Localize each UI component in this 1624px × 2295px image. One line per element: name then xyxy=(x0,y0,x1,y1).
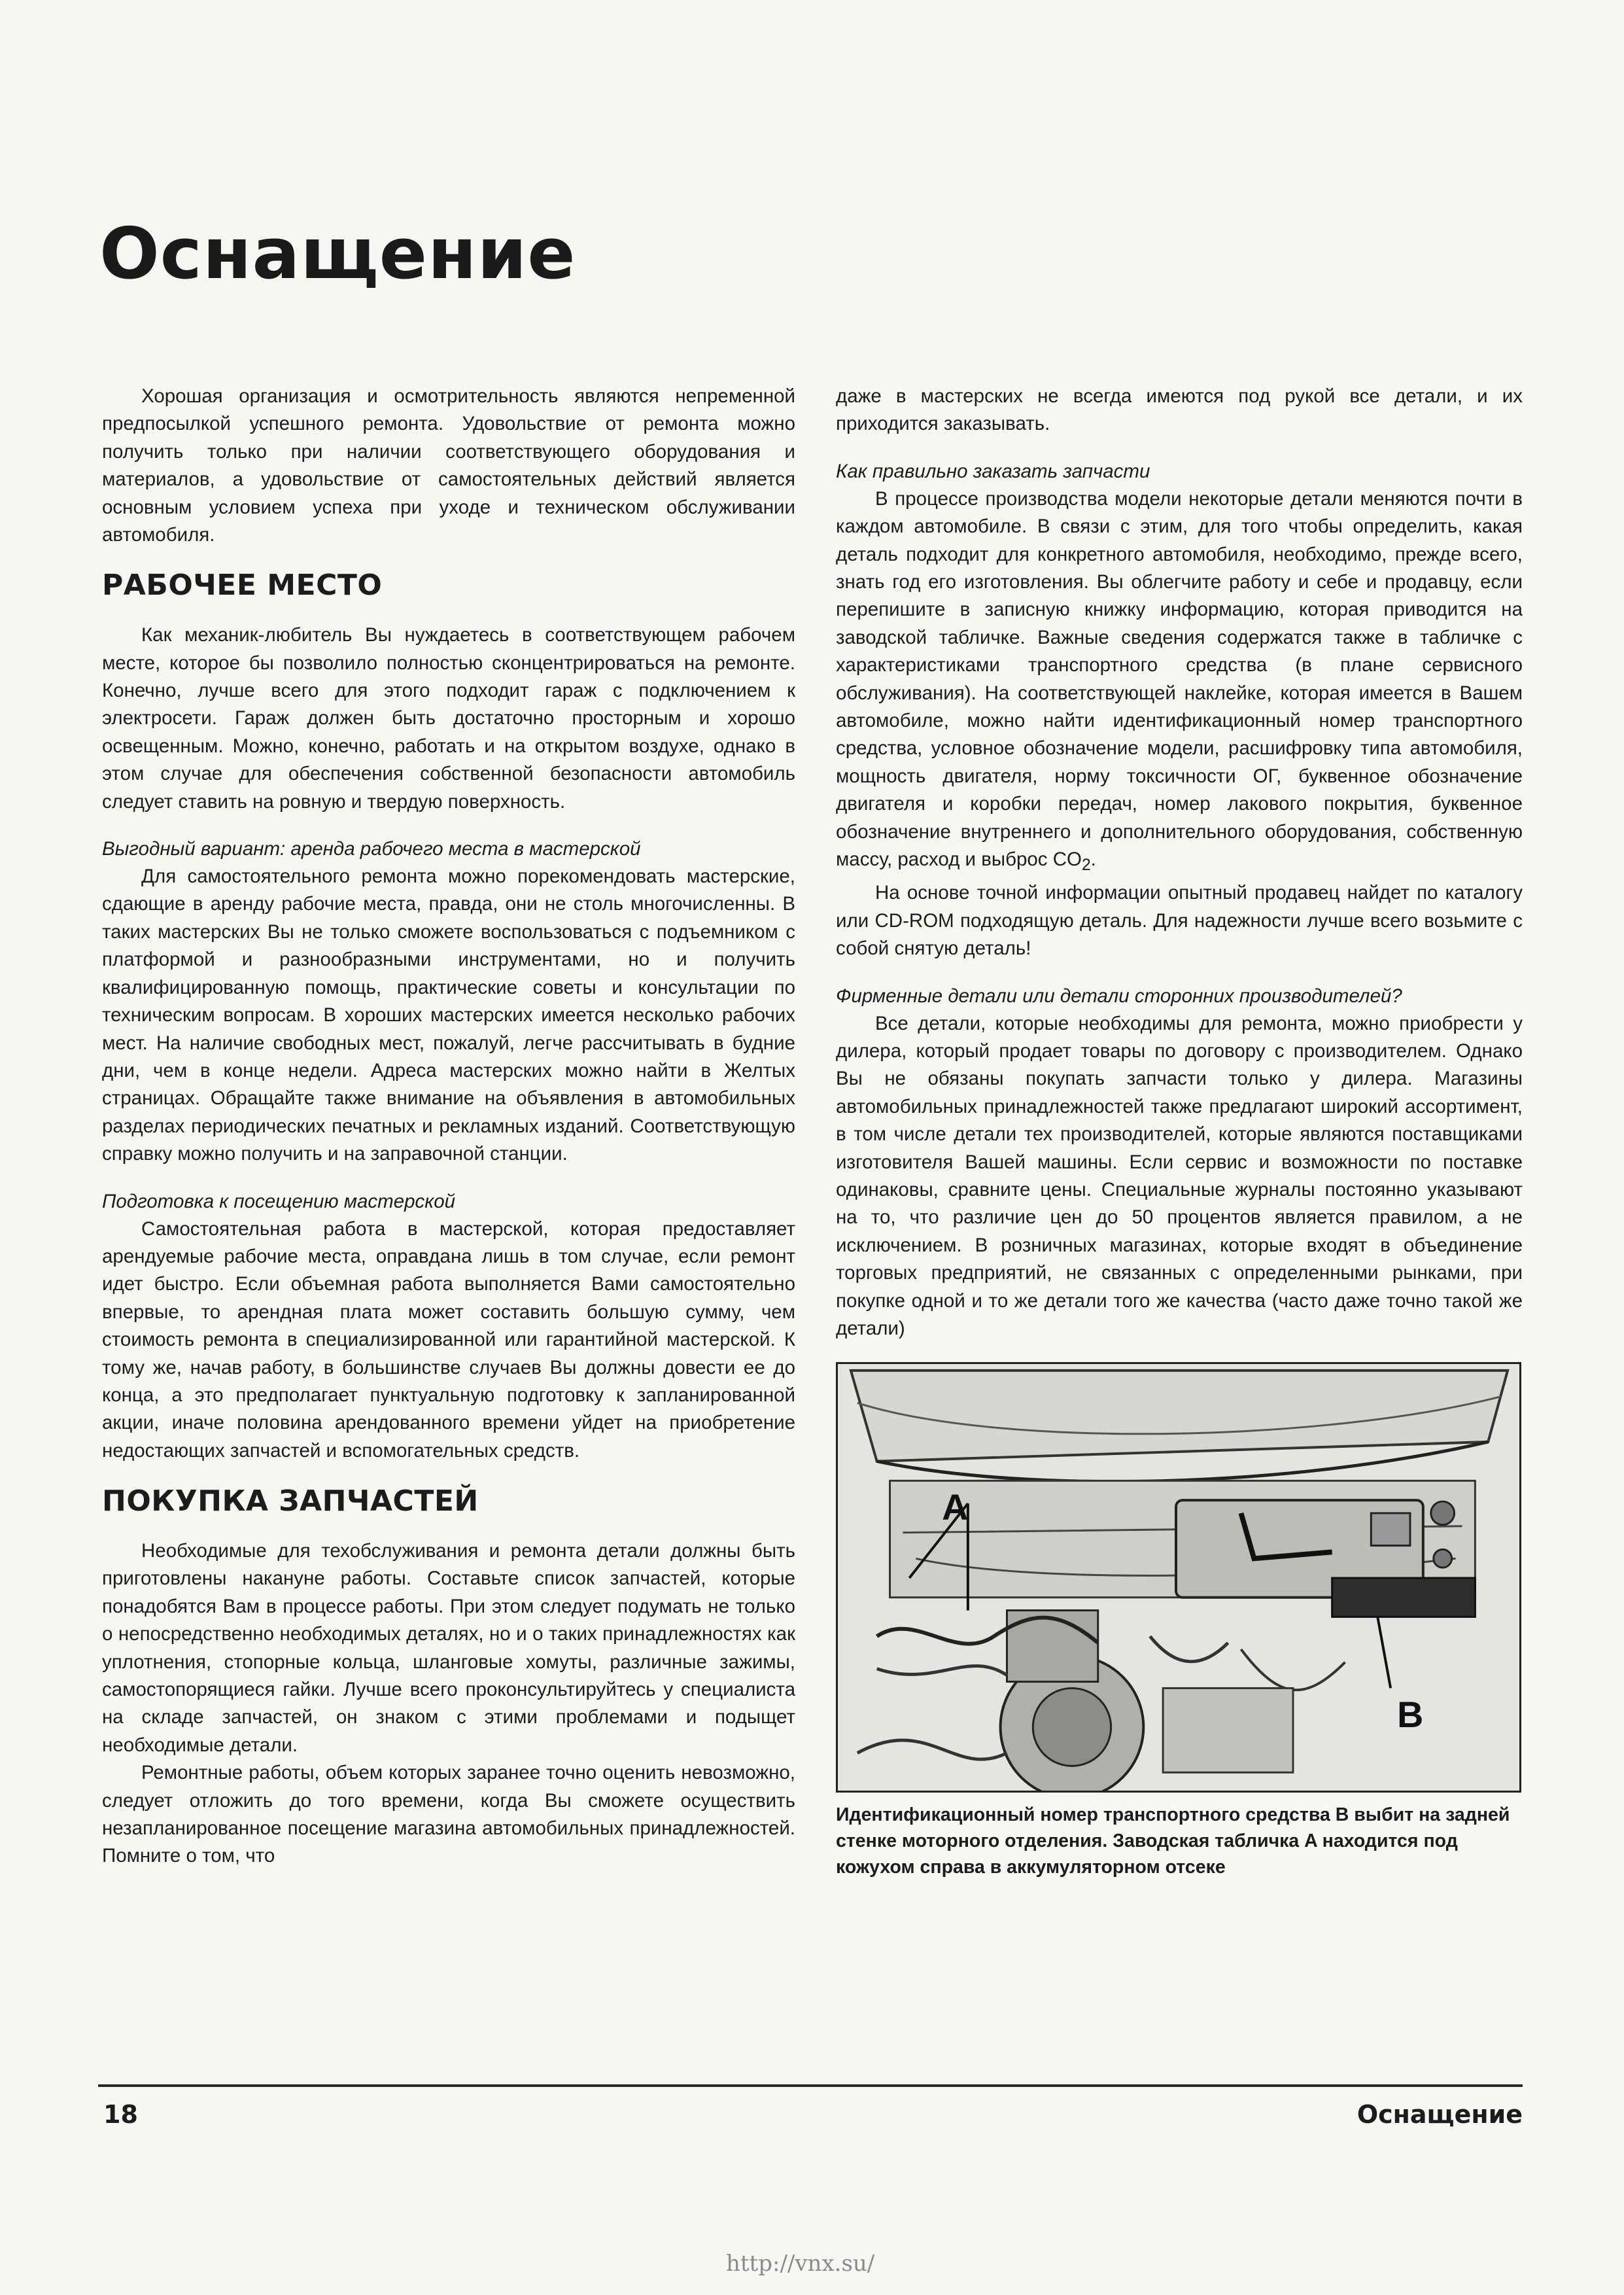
page-title: Оснащение xyxy=(99,213,576,295)
subheading-preparation: Подготовка к посещению мастерской xyxy=(102,1190,456,1212)
figure-caption: Идентификационный номер транспортного средства B выбит на задней стенке моторного отделения. Заводская табличка A находится под кожухом справа в аккумуляторном отсеке xyxy=(836,1804,1510,1878)
continued-paragraph: даже в мастерских не всегда имеются под рукой все детали, и их приходится заказывать. xyxy=(836,385,1523,435)
subheading-rent: Выгодный вариант: аренда рабочего места в мастерской xyxy=(102,838,641,860)
watermark-url: http://vnx.su/ xyxy=(726,2251,875,2277)
parts-paragraph-2: Ремонтные работы, объем которых заранее точно оценить невозможно, следует отложить до того времени, когда Вы сможете осуществить незапланированное посещение магазина автомобильных принадлежностей. Помните о том, что xyxy=(102,1762,795,1867)
footer-divider xyxy=(98,2084,1523,2087)
rent-paragraph: Для самостоятельного ремонта можно порекомендовать мастерские, сдающие в аренду рабочие места, правда, они не столь многочисленны. В таких мастерских Вы не только сможете воспользоваться с подъемником с платформой и разнообразными инструментами, но и получить квалифицированную помощь, практические советы и консультации по техническим вопросам. В хороших мастерских имеется несколько рабочих мест. На наличие свободных мест, пожалуй, легче рассчитывать в будние дни, чем в конце недели. Адреса мастерских можно найти в Желтых страницах. Обращайте также внимание на объявления в автомобильных разделах периодических печатных и рекламных изданий. Соответствующую справку можно получить и на заправочной станции. xyxy=(102,866,795,1165)
brand-paragraph: Все детали, которые необходимы для ремонта, можно приобрести у дилера, который продает товары по договору с производителем. Однако Вы не обязаны покупать запчасти только у дилера. Магазины автомобильных принадлежностей также предлагают широкий ассортимент, в том числе детали тех производителей, которые являются поставщиками изготовителя Вашей машины. Если сервис и возможности по поставке одинаковы, сравните цены. Специальные журналы постоянно указывают на то, что различие цен до 50 процентов является правилом, а не исключением. В розничных магазинах, которые входят в объединение торговых предприятий, не связанных с определенными рынками, при покупке одной и то же детали того же качества (часто даже точно такой же детали) xyxy=(836,1012,1523,1340)
co2-subscript: 2 xyxy=(1081,856,1091,874)
right-column xyxy=(836,383,1523,1880)
figure-label-a: A xyxy=(942,1487,969,1528)
heading-parts: ПОКУПКА ЗАПЧАСТЕЙ xyxy=(102,1484,479,1518)
figure-label-b: B xyxy=(1397,1694,1424,1736)
engine-bay-illustration xyxy=(838,1364,1519,1791)
workplace-paragraph: Как механик-любитель Вы нуждаетесь в соответствующем рабочем месте, которое бы позволило полностью сконцентрироваться на ремонте. Конечно, лучше всего для этого подходит гараж с подключением к электросети. Гараж должен быть достаточно просторным и хорошо освещенным. Можно, конечно, работать и на открытом воздухе, однако в этом случае для обеспечения собственной безопасности автомобиль следует ставить на ровную и твердую поверхность. xyxy=(102,624,795,813)
left-column xyxy=(102,383,795,1870)
engine-bay-photo xyxy=(836,1362,1521,1793)
footer-section-title: Оснащение xyxy=(1356,2100,1523,2129)
parts-paragraph-1: Необходимые для техобслуживания и ремонта детали должны быть приготовлены накануне работы. Составьте список запчастей, которые понадобятся Вам в процессе работы. При этом следует подумать не только о непосредственно необходимых деталях, но и о таких принадлежностях как уплотнения, стопорные кольца, шланговые хомуты, различные зажимы, самостопорящиеся гайки. Лучше всего проконсультируйтесь у специалиста на складе запчастей, он знаком с этими проблемами и подыщет необходимые детали. xyxy=(102,1540,795,1756)
page-number: 18 xyxy=(103,2100,138,2129)
preparation-paragraph: Самостоятельная работа в мастерской, которая предоставляет арендуемые рабочие места, оправдана лишь в том случае, если ремонт идет быстро. Если объемная работа выполняется Вами самостоятельно впервые, то арендная плата может составить большую сумму, чем стоимость ремонта в специализированной или гарантийной мастерской. К тому же, начав работу, в большинстве случаев Вы должны довести ее до конца, а это предполагает пунктуальную подготовку к запланированной акции, иначе половина арендованного времени уйдет на приобретение недостающих запчастей и вспомогательных средств. xyxy=(102,1218,795,1462)
order-paragraph-1-end: . xyxy=(1090,849,1096,871)
order-paragraph-2: На основе точной информации опытный продавец найдет по каталогу или CD-ROM подходящую деталь. Для надежности лучше всего возьмите с собой снятую деталь! xyxy=(836,882,1523,960)
order-paragraph-1-text: В процессе производства модели некоторые детали меняются почти в каждом автомобиле. В связи с этим, для того чтобы определить, какая деталь подходит для конкретного автомобиля, необходимо, прежде всего, знать год его изготовления. Вы облегчите работу и себе и продавцу, если перепишите в записную книжку информацию, которая приводится на заводской табличке. Важные сведения содержатся также в табличке с характеристиками транспортного средства (в плане сервисного обслуживания). На соответствующей наклейке, которая имеется в Вашем автомобиле, можно найти идентификационный номер транспортного средства, условное обозначение модели, расшифровку типа автомобиля, мощность двигателя, норму токсичности ОГ, буквенное обозначение двигателя и коробки передач, номер лакового покрытия, буквенное обозначение внутреннего и дополнительного оборудования, собственную массу, расход и выброс CO xyxy=(836,487,1523,871)
intro-paragraph: Хорошая организация и осмотрительность являются непременной предпосылкой успешного ремонта. Удовольствие от ремонта можно получить только при наличии соответствующего оборудования и материалов, а удовольствие от самостоятельных действий является основным условием успеха при уходе и техническом обслуживании автомобиля. xyxy=(102,385,795,546)
heading-workplace: РАБОЧЕЕ МЕСТО xyxy=(102,569,383,603)
subheading-brand: Фирменные детали или детали сторонних производителей? xyxy=(836,985,1402,1007)
subheading-order: Как правильно заказать запчасти xyxy=(836,460,1150,482)
order-paragraph-1 xyxy=(836,485,1523,880)
